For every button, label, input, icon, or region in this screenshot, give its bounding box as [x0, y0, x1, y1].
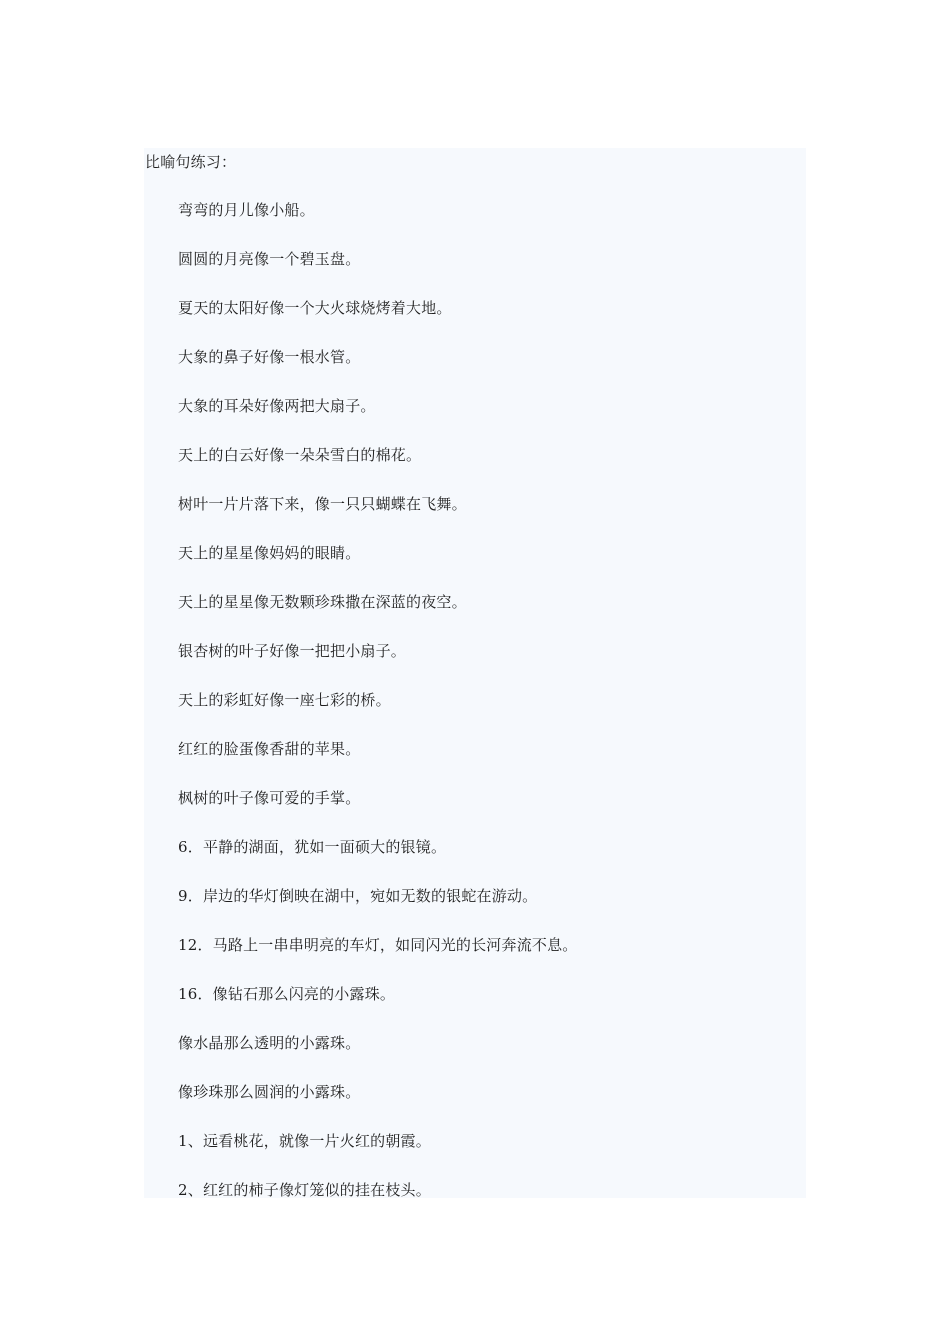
sentence-line: 1、远看桃花，就像一片火红的朝霞。	[178, 1132, 431, 1150]
sentence-line: 树叶一片片落下来，像一只只蝴蝶在飞舞。	[178, 495, 467, 513]
sentence-line: 像水晶那么透明的小露珠。	[178, 1034, 361, 1052]
sentence-line: 9．岸边的华灯倒映在湖中，宛如无数的银蛇在游动。	[178, 887, 538, 905]
sentence-line: 2、红红的柿子像灯笼似的挂在枝头。	[178, 1181, 431, 1199]
sentence-line: 天上的星星像妈妈的眼睛。	[178, 544, 361, 562]
sentence-line: 弯弯的月儿像小船。	[178, 201, 315, 219]
sentence-list	[178, 196, 578, 1225]
sentence-line: 银杏树的叶子好像一把把小扇子。	[178, 642, 407, 660]
sentence-line: 大象的鼻子好像一根水管。	[178, 348, 361, 366]
exercise-block	[144, 148, 806, 1198]
sentence-line: 枫树的叶子像可爱的手掌。	[178, 789, 361, 807]
sentence-line: 圆圆的月亮像一个碧玉盘。	[178, 250, 361, 268]
sentence-line: 天上的白云好像一朵朵雪白的棉花。	[178, 446, 422, 464]
sentence-line: 红红的脸蛋像香甜的苹果。	[178, 740, 361, 758]
sentence-line: 大象的耳朵好像两把大扇子。	[178, 397, 376, 415]
sentence-line: 夏天的太阳好像一个大火球烧烤着大地。	[178, 299, 452, 317]
sentence-line: 16．像钻石那么闪亮的小露珠。	[178, 985, 396, 1003]
sentence-line: 6．平静的湖面，犹如一面硕大的银镜。	[178, 838, 447, 856]
sentence-line: 天上的彩虹好像一座七彩的桥。	[178, 691, 391, 709]
sentence-line: 像珍珠那么圆润的小露珠。	[178, 1083, 361, 1101]
sentence-line: 12．马路上一串串明亮的车灯，如同闪光的长河奔流不息。	[178, 936, 578, 954]
sentence-line: 天上的星星像无数颗珍珠撒在深蓝的夜空。	[178, 593, 467, 611]
exercise-heading: 比喻句练习：	[145, 153, 237, 171]
